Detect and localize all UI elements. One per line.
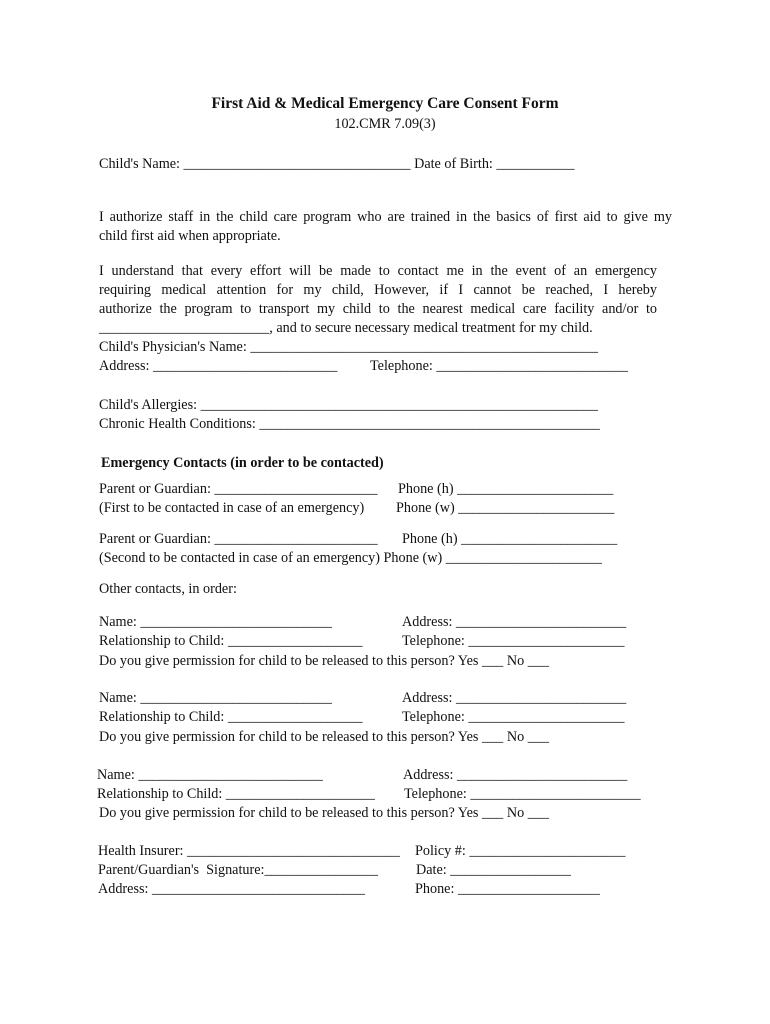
other2-name-line: Name: ___________________________: [99, 690, 332, 706]
other2-telephone-line: Telephone: ______________________: [402, 709, 625, 725]
other-contacts-label: Other contacts, in order:: [99, 581, 237, 597]
authorize-transport-line-3: authorize the program to transport my child to the nearest medical care facility and/or to: [99, 301, 657, 317]
other3-permission-line: Do you give permission for child to be released to this person? Yes ___ No ___: [99, 805, 549, 821]
authorize-transport-line-4: ________________________, and to secure necessary medical treatment for my child.: [99, 320, 593, 336]
other3-address-line: Address: ________________________: [403, 767, 628, 783]
other1-address-line: Address: ________________________: [402, 614, 627, 630]
chronic-conditions-line: Chronic Health Conditions: ________________________________________________: [99, 416, 600, 432]
allergies-line: Child's Allergies: ________________________________________________________: [99, 397, 598, 413]
policy-number-line: Policy #: ______________________: [415, 843, 626, 859]
contact1-note: (First to be contacted in case of an emergency): [99, 500, 365, 516]
authorize-first-aid-line-2: child first aid when appropriate.: [99, 228, 281, 244]
other3-name-line: Name: __________________________: [97, 767, 323, 783]
form-title: First Aid & Medical Emergency Care Consent Form: [211, 95, 559, 112]
guardian-address-line: Address: ______________________________: [98, 881, 365, 897]
contact1-phone-home-line: Phone (h) ______________________: [398, 481, 614, 497]
authorize-transport-line-2: requiring medical attention for my child, However, if I cannot be reached, I hereby: [99, 282, 657, 298]
emergency-contacts-heading: Emergency Contacts (in order to be contacted): [101, 455, 384, 471]
date-line: Date: _________________: [416, 862, 571, 878]
contact1-phone-work-line: Phone (w) ______________________: [396, 500, 615, 516]
guardian-signature-line: Parent/Guardian's Signature:________________: [98, 862, 378, 878]
contact1-guardian-line: Parent or Guardian: _______________________: [99, 481, 378, 497]
contact2-note-phone-work-line: (Second to be contacted in case of an emergency) Phone (w) ______________________: [99, 550, 602, 566]
other1-telephone-line: Telephone: ______________________: [402, 633, 625, 649]
physician-address-line: Address: __________________________: [99, 358, 338, 374]
contact2-phone-home-line: Phone (h) ______________________: [402, 531, 618, 547]
authorize-transport-line-1: I understand that every effort will be made to contact me in the event of an emergency: [99, 263, 657, 279]
other2-permission-line: Do you give permission for child to be released to this person? Yes ___ No ___: [99, 729, 549, 745]
childs-name-line: Child's Name: ________________________________ Date of Birth: ___________: [99, 156, 575, 172]
guardian-phone-line: Phone: ____________________: [415, 881, 600, 897]
contact2-guardian-line: Parent or Guardian: _______________________: [99, 531, 378, 547]
physician-name-line: Child's Physician's Name: _________________________________________________: [99, 339, 598, 355]
regulation-code: 102.CMR 7.09(3): [334, 116, 436, 132]
other1-name-line: Name: ___________________________: [99, 614, 332, 630]
authorize-first-aid-line-1: I authorize staff in the child care program who are trained in the basics of first aid to give my: [99, 209, 672, 225]
other1-relationship-line: Relationship to Child: ___________________: [99, 633, 363, 649]
other2-relationship-line: Relationship to Child: ___________________: [99, 709, 363, 725]
other3-relationship-line: Relationship to Child: _____________________: [97, 786, 375, 802]
other1-permission-line: Do you give permission for child to be released to this person? Yes ___ No ___: [99, 653, 549, 669]
other3-telephone-line: Telephone: ________________________: [404, 786, 641, 802]
health-insurer-line: Health Insurer: ______________________________: [98, 843, 400, 859]
physician-telephone-line: Telephone: ___________________________: [370, 358, 628, 374]
other2-address-line: Address: ________________________: [402, 690, 627, 706]
